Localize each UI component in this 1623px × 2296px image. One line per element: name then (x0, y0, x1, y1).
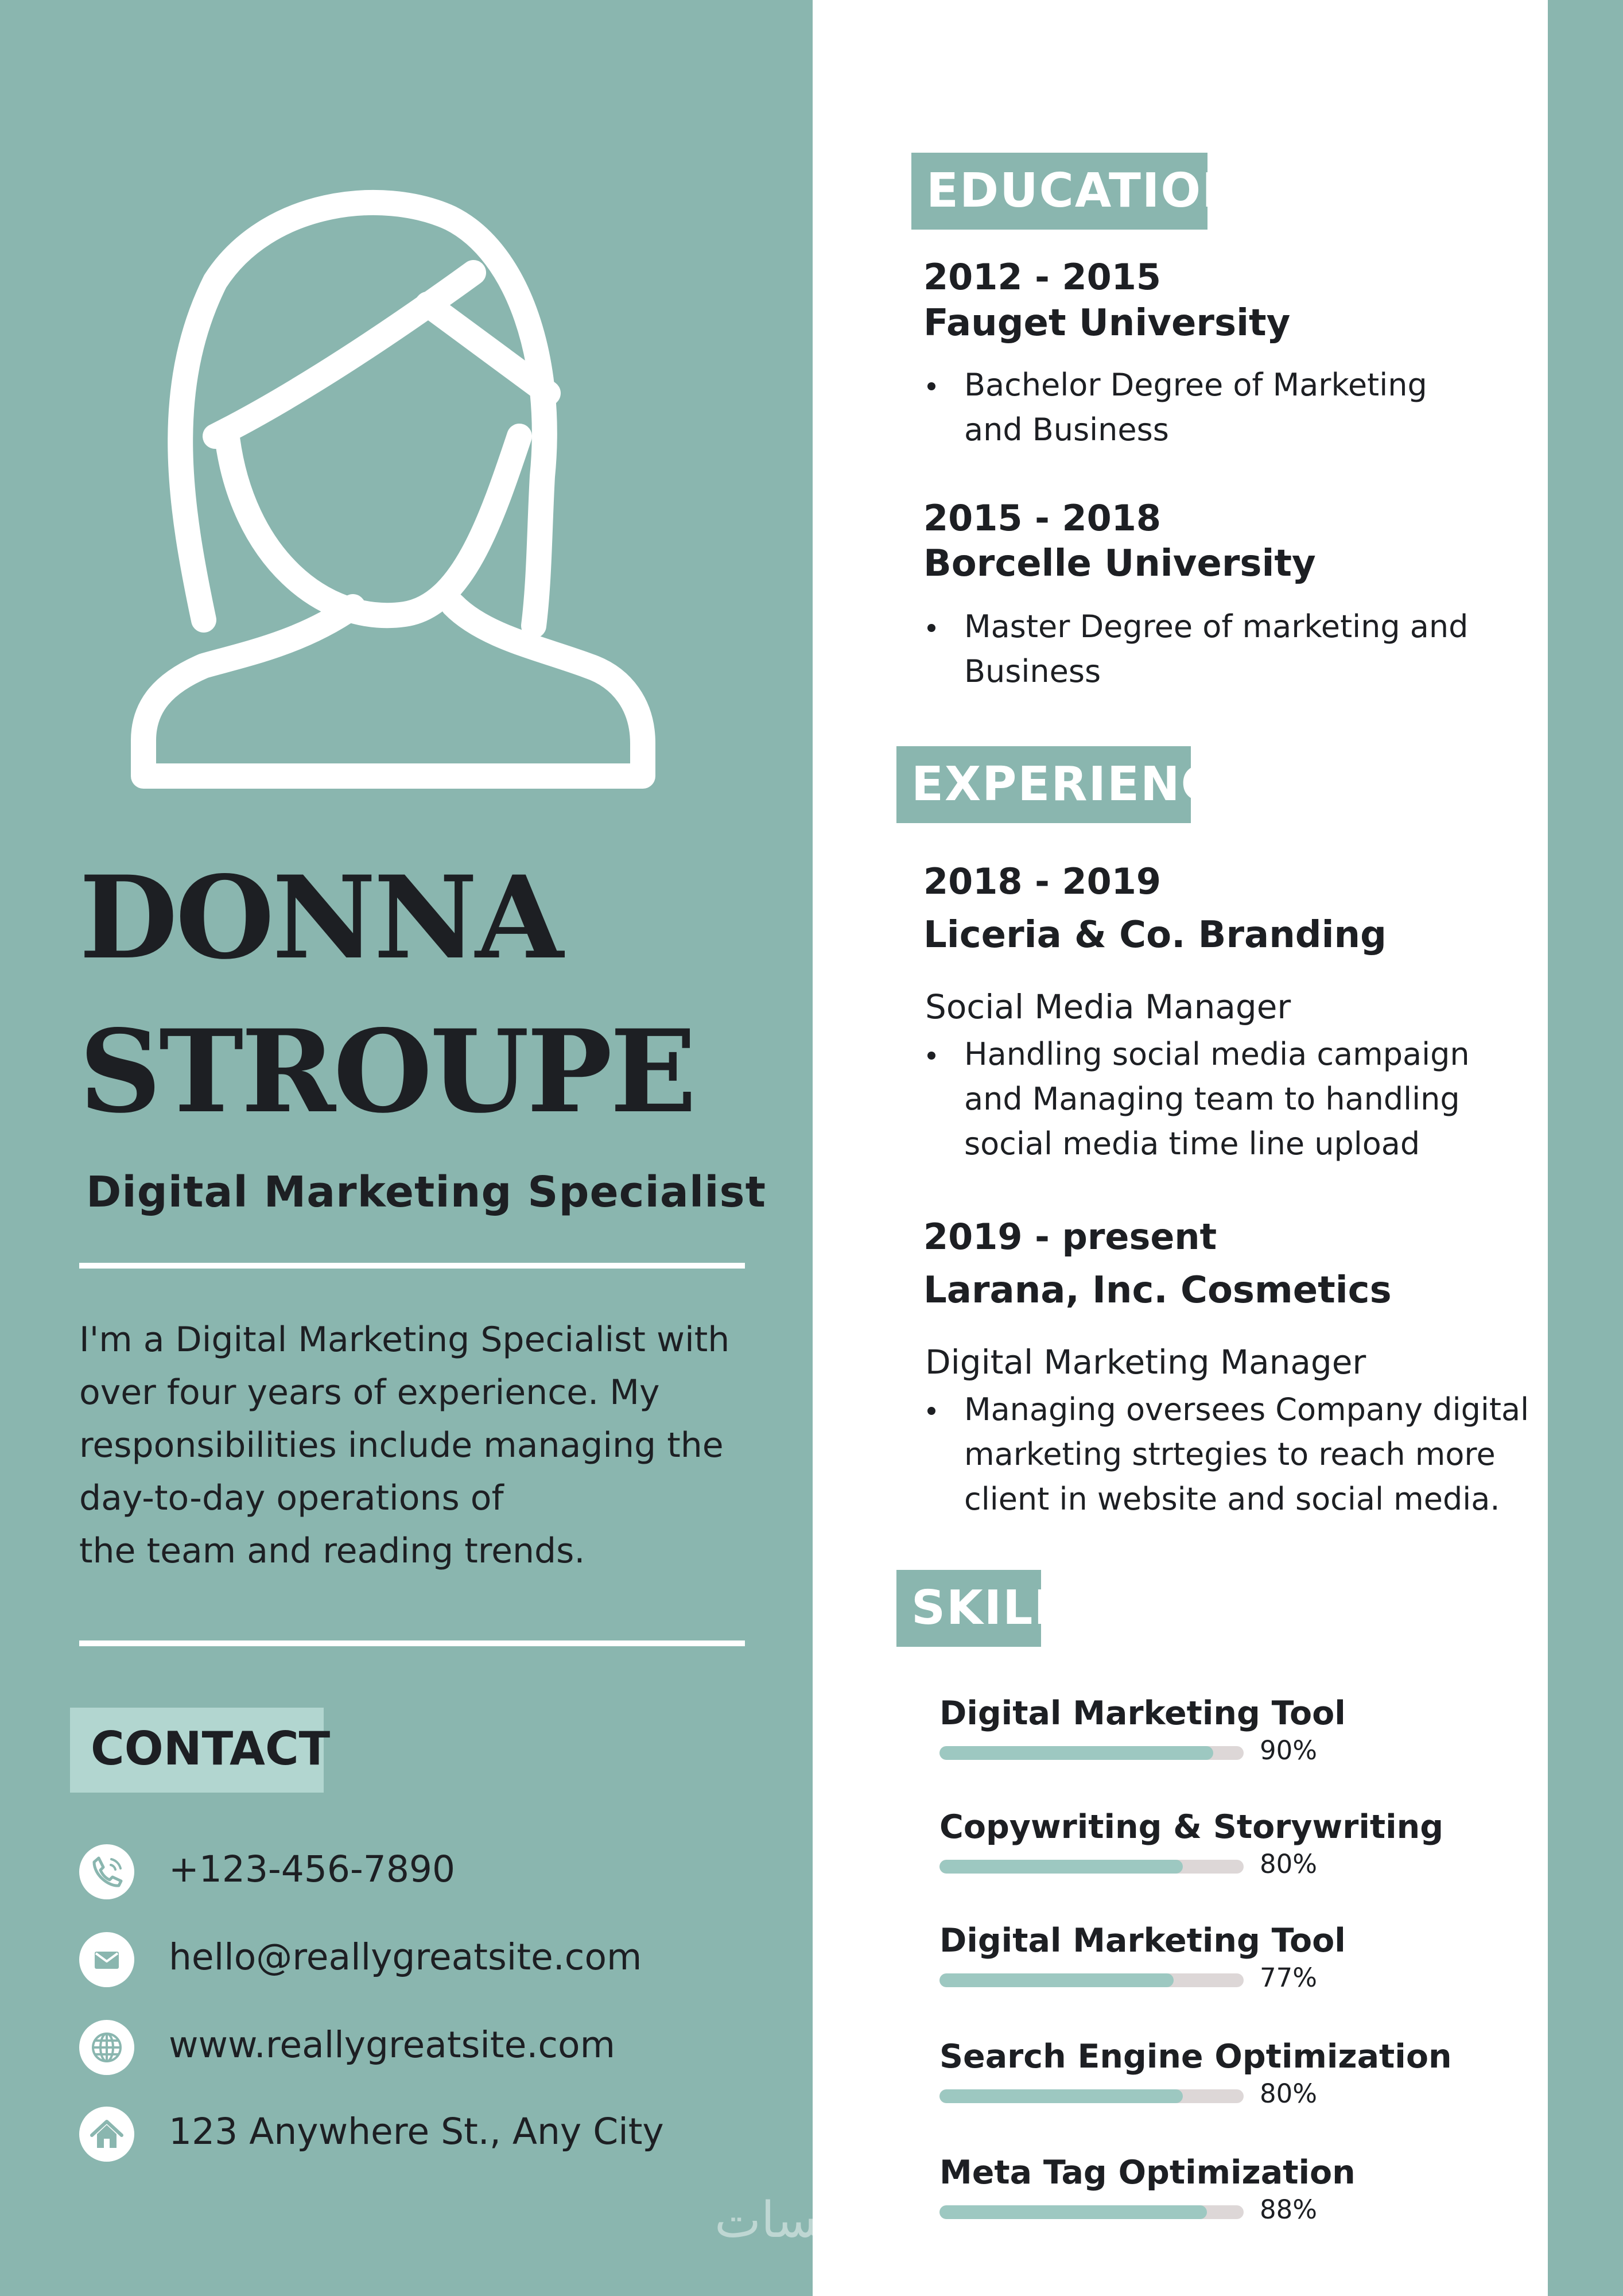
education-heading (911, 153, 1243, 230)
skill-percent: 80% (1260, 1849, 1318, 1879)
education-detail (927, 604, 1468, 694)
skill-bar-fill (939, 1973, 1174, 1987)
education-institution: Fauget University (923, 302, 1291, 344)
skill-bar-track (939, 2205, 1244, 2219)
experience-detail (927, 1032, 1470, 1166)
skill-name: Digital Marketing Tool (939, 1922, 1346, 1960)
detail-line: Master Degree of marketing and (964, 608, 1469, 645)
contact-heading (70, 1708, 331, 1793)
skill-item (939, 1922, 1456, 2005)
skill-name: Search Engine Optimization (939, 2038, 1452, 2076)
about-line: the team and reading trends. (79, 1531, 585, 1571)
about-line: responsibilities include managing the (79, 1425, 724, 1465)
contact-phone[interactable] (79, 1844, 768, 1899)
job-title: Digital Marketing Specialist (86, 1168, 766, 1217)
skill-name: Digital Marketing Tool (939, 1694, 1346, 1732)
right-accent-strip (1548, 0, 1623, 2296)
about-line: over four years of experience. My (79, 1372, 660, 1413)
watermark: خمسات (715, 2192, 879, 2249)
skill-bar-fill (939, 1860, 1183, 1874)
skill-bar-track (939, 2089, 1244, 2103)
email-address: hello@reallygreatsite.com (169, 1936, 642, 1978)
skill-bar-fill (939, 1746, 1213, 1760)
detail-line: Bachelor Degree of Marketing (964, 367, 1427, 403)
skill-bar-track (939, 1746, 1244, 1760)
skill-bar-fill (939, 2089, 1183, 2103)
education-period: 2015 - 2018 (923, 497, 1162, 539)
street-address: 123 Anywhere St., Any City (169, 2111, 664, 2152)
detail-line: Managing oversees Company digital (964, 1391, 1529, 1428)
skill-item (939, 1808, 1456, 1891)
about-line: I'm a Digital Marketing Specialist with (79, 1320, 730, 1360)
experience-role: Digital Marketing Manager (925, 1343, 1366, 1382)
detail-line: client in website and social media. (964, 1481, 1500, 1517)
experience-heading-label: EXPERIENCE (911, 757, 1250, 812)
experience-company: Larana, Inc. Cosmetics (923, 1269, 1392, 1312)
detail-line: marketing strtegies to reach more (964, 1436, 1496, 1472)
skill-percent: 77% (1260, 1963, 1318, 1993)
skill-item (939, 1694, 1456, 1778)
list-item (927, 363, 1427, 452)
divider-bottom (79, 1640, 745, 1646)
skill-percent: 90% (1260, 1735, 1318, 1766)
skill-heading-label: SKILL (911, 1581, 1065, 1635)
experience-period: 2019 - present (923, 1216, 1217, 1258)
contact-heading-label: CONTACT (91, 1722, 331, 1775)
phone-number: +123-456-7890 (169, 1848, 456, 1890)
detail-line: social media time line upload (964, 1126, 1420, 1162)
detail-line: Business (964, 653, 1101, 689)
education-period: 2012 - 2015 (923, 256, 1162, 298)
contact-website[interactable] (79, 2020, 768, 2075)
experience-period: 2018 - 2019 (923, 860, 1162, 902)
first-name: DONNA (79, 851, 561, 984)
skill-heading (896, 1570, 1065, 1647)
skill-name: Meta Tag Optimization (939, 2154, 1356, 2192)
list-item (927, 1387, 1529, 1522)
experience-company: Liceria & Co. Branding (923, 914, 1387, 956)
home-icon (79, 2107, 134, 2162)
website-url: www.reallygreatsite.com (169, 2024, 615, 2066)
about-line: day-to-day operations of (79, 1478, 504, 1518)
education-institution: Borcelle University (923, 542, 1316, 585)
contact-address[interactable] (79, 2107, 768, 2162)
skill-bar-fill (939, 2205, 1207, 2219)
education-heading-label: EDUCATION (926, 164, 1243, 218)
contact-email[interactable] (79, 1932, 768, 1987)
list-item (927, 604, 1468, 694)
experience-heading (896, 746, 1250, 823)
woman-avatar-icon (129, 189, 657, 792)
detail-line: and Managing team to handling (964, 1081, 1460, 1117)
divider-top (79, 1263, 745, 1269)
education-detail (927, 363, 1427, 452)
skill-percent: 80% (1260, 2078, 1318, 2109)
experience-detail (927, 1387, 1529, 1522)
skill-percent: 88% (1260, 2194, 1318, 2225)
mail-icon (79, 1932, 134, 1987)
skill-item (939, 2154, 1456, 2237)
globe-icon (79, 2020, 134, 2075)
phone-icon (79, 1844, 134, 1899)
list-item (927, 1032, 1470, 1166)
skill-bar-track (939, 1860, 1244, 1874)
about-text (79, 1313, 729, 1577)
detail-line: and Business (964, 412, 1169, 448)
experience-role: Social Media Manager (925, 987, 1291, 1026)
skill-item (939, 2038, 1456, 2121)
skill-name: Copywriting & Storywriting (939, 1808, 1444, 1846)
detail-line: Handling social media campaign (964, 1036, 1470, 1072)
last-name: STROUPE (79, 1004, 694, 1138)
skill-bar-track (939, 1973, 1244, 1987)
